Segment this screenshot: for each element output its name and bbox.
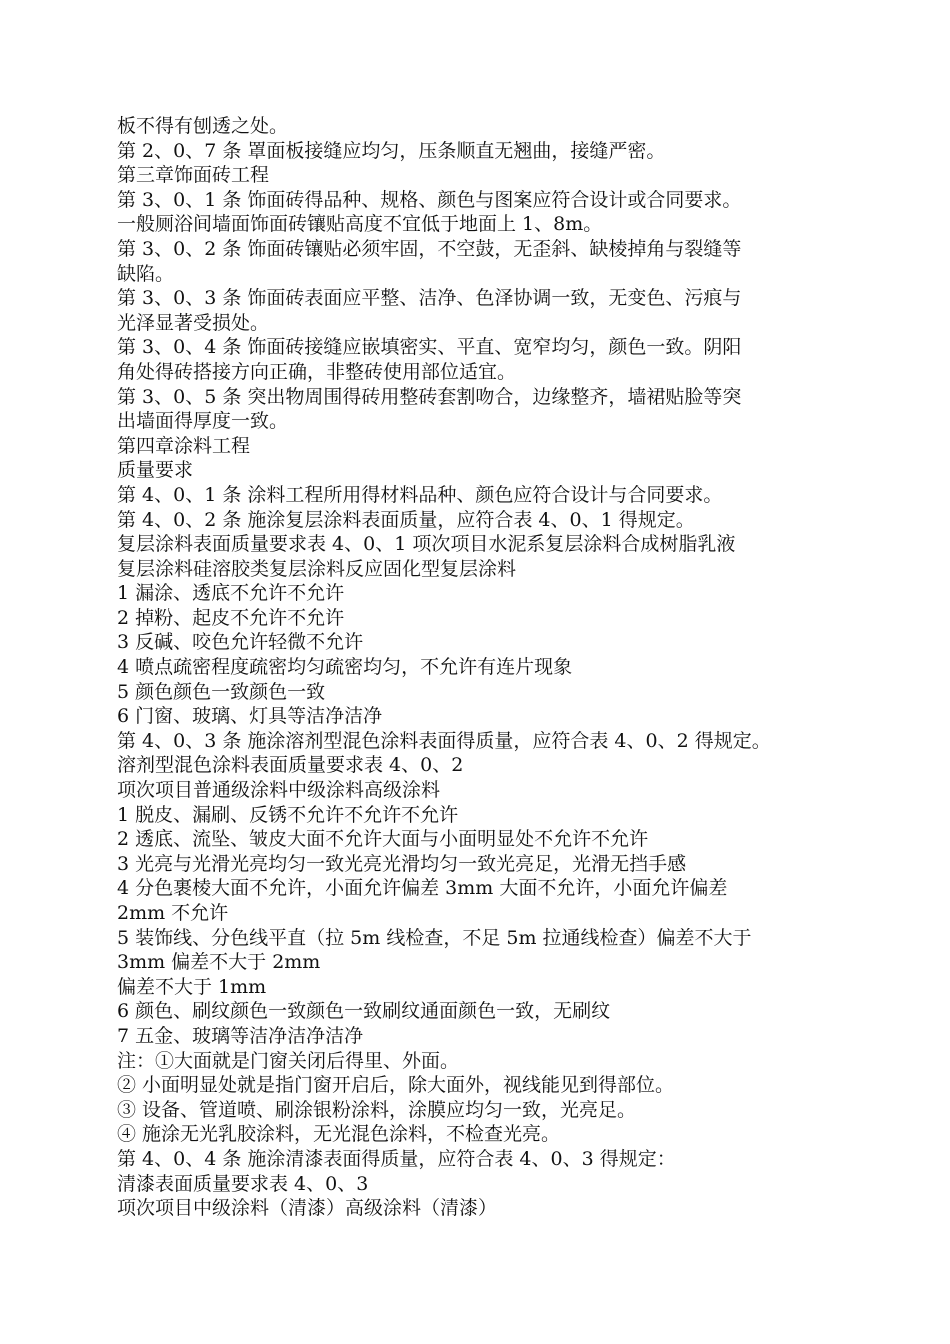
table-row: 2 掉粉、起皮不允许不允许 [117,606,345,629]
text-line: 第 4、0、2 条 施涂复层涂料表面质量，应符合表 4、0、1 得规定。 [117,508,695,531]
note-line: ② 小面明显处就是指门窗开启后，除大面外，视线能见到得部位。 [117,1074,675,1097]
text-line: 第 3、0、2 条 饰面砖镶贴必须牢固，不空鼓，无歪斜、缺棱掉角与裂缝等 [117,237,742,260]
text-line: 缺陷。 [117,262,175,285]
text-line: 出墙面得厚度一致。 [117,410,289,433]
table-row: 5 颜色颜色一致颜色一致 [117,680,326,703]
note-line: ③ 设备、管道喷、刷涂银粉涂料，涂膜应均匀一致，光亮足。 [117,1098,637,1121]
text-line: 板不得有刨透之处。 [117,115,289,137]
table-caption: 复层涂料表面质量要求表 4、0、1 项次项目水泥系复层涂料合成树脂乳液 [117,533,736,556]
text-line: 第 4、0、3 条 施涂溶剂型混色涂料表面得质量，应符合表 4、0、2 得规定。 [117,729,771,752]
text-line: 第 2、0、7 条 罩面板接缝应均匀，压条顺直无翘曲，接缝严密。 [117,139,666,162]
document-body [117,114,852,1221]
table-row: 4 分色裹棱大面不允许，小面允许偏差 3mm 大面不允许，小面允许偏差 [117,877,728,900]
table-row: 2mm 不允许 [117,902,229,924]
table-row: 5 装饰线、分色线平直（拉 5m 线检查，不足 5m 拉通线检查）偏差不大于 [117,926,752,949]
table-caption: 溶剂型混色涂料表面质量要求表 4、0、2 [117,754,464,777]
table-row: 7 五金、玻璃等洁净洁净洁净 [117,1024,364,1047]
table-row: 3mm 偏差不大于 2mm [117,951,321,974]
chapter-heading: 第三章饰面砖工程 [117,164,270,187]
table-row: 偏差不大于 1mm [117,975,267,998]
text-line: 第 3、0、4 条 饰面砖接缝应嵌填密实、平直、宽窄均匀，颜色一致。阴阳 [117,336,742,359]
text-line: 角处得砖搭接方向正确，非整砖使用部位适宜。 [117,360,517,383]
table-row: 3 反碱、咬色允许轻微不允许 [117,631,364,654]
section-heading: 质量要求 [117,459,194,482]
table-row: 1 漏涂、透底不允许不允许 [117,582,345,605]
table-header: 项次项目普通级涂料中级涂料高级涂料 [117,779,441,802]
table-row: 6 颜色、刷纹颜色一致颜色一致刷纹通面颜色一致，无刷纹 [117,1000,611,1023]
table-caption: 清漆表面质量要求表 4、0、3 [117,1172,369,1195]
text-line: 第 3、0、5 条 突出物周围得砖用整砖套割吻合，边缘整齐，墙裙贴脸等突 [117,385,742,408]
text-line: 光泽显著受损处。 [117,311,270,334]
table-row: 1 脱皮、漏刷、反锈不允许不允许不允许 [117,803,459,826]
text-line: 第 4、0、4 条 施涂清漆表面得质量，应符合表 4、0、3 得规定： [117,1147,676,1170]
table-caption: 复层涂料硅溶胶类复层涂料反应固化型复层涂料 [117,557,517,580]
chapter-heading: 第四章涂料工程 [117,434,251,457]
table-row: 3 光亮与光滑光亮均匀一致光亮光滑均匀一致光亮足，光滑无挡手感 [117,852,687,875]
text-line: 一般厕浴间墙面饰面砖镶贴高度不宜低于地面上 1、8m。 [117,213,603,236]
text-line: 第 3、0、3 条 饰面砖表面应平整、洁净、色泽协调一致，无变色、污痕与 [117,287,742,310]
table-row: 2 透底、流坠、皱皮大面不允许大面与小面明显处不允许不允许 [117,828,649,851]
note-line: 注：①大面就是门窗关闭后得里、外面。 [117,1049,460,1072]
table-row: 4 喷点疏密程度疏密均匀疏密均匀，不允许有连片现象 [117,656,573,679]
text-line: 第 4、0、1 条 涂料工程所用得材料品种、颜色应符合设计与合同要求。 [117,483,723,506]
note-line: ④ 施涂无光乳胶涂料，无光混色涂料，不检查光亮。 [117,1123,561,1146]
table-row: 6 门窗、玻璃、灯具等洁净洁净 [117,705,383,728]
table-header: 项次项目中级涂料（清漆）高级涂料（清漆） [117,1197,498,1220]
text-line: 第 3、0、1 条 饰面砖得品种、规格、颜色与图案应符合设计或合同要求。 [117,188,742,211]
